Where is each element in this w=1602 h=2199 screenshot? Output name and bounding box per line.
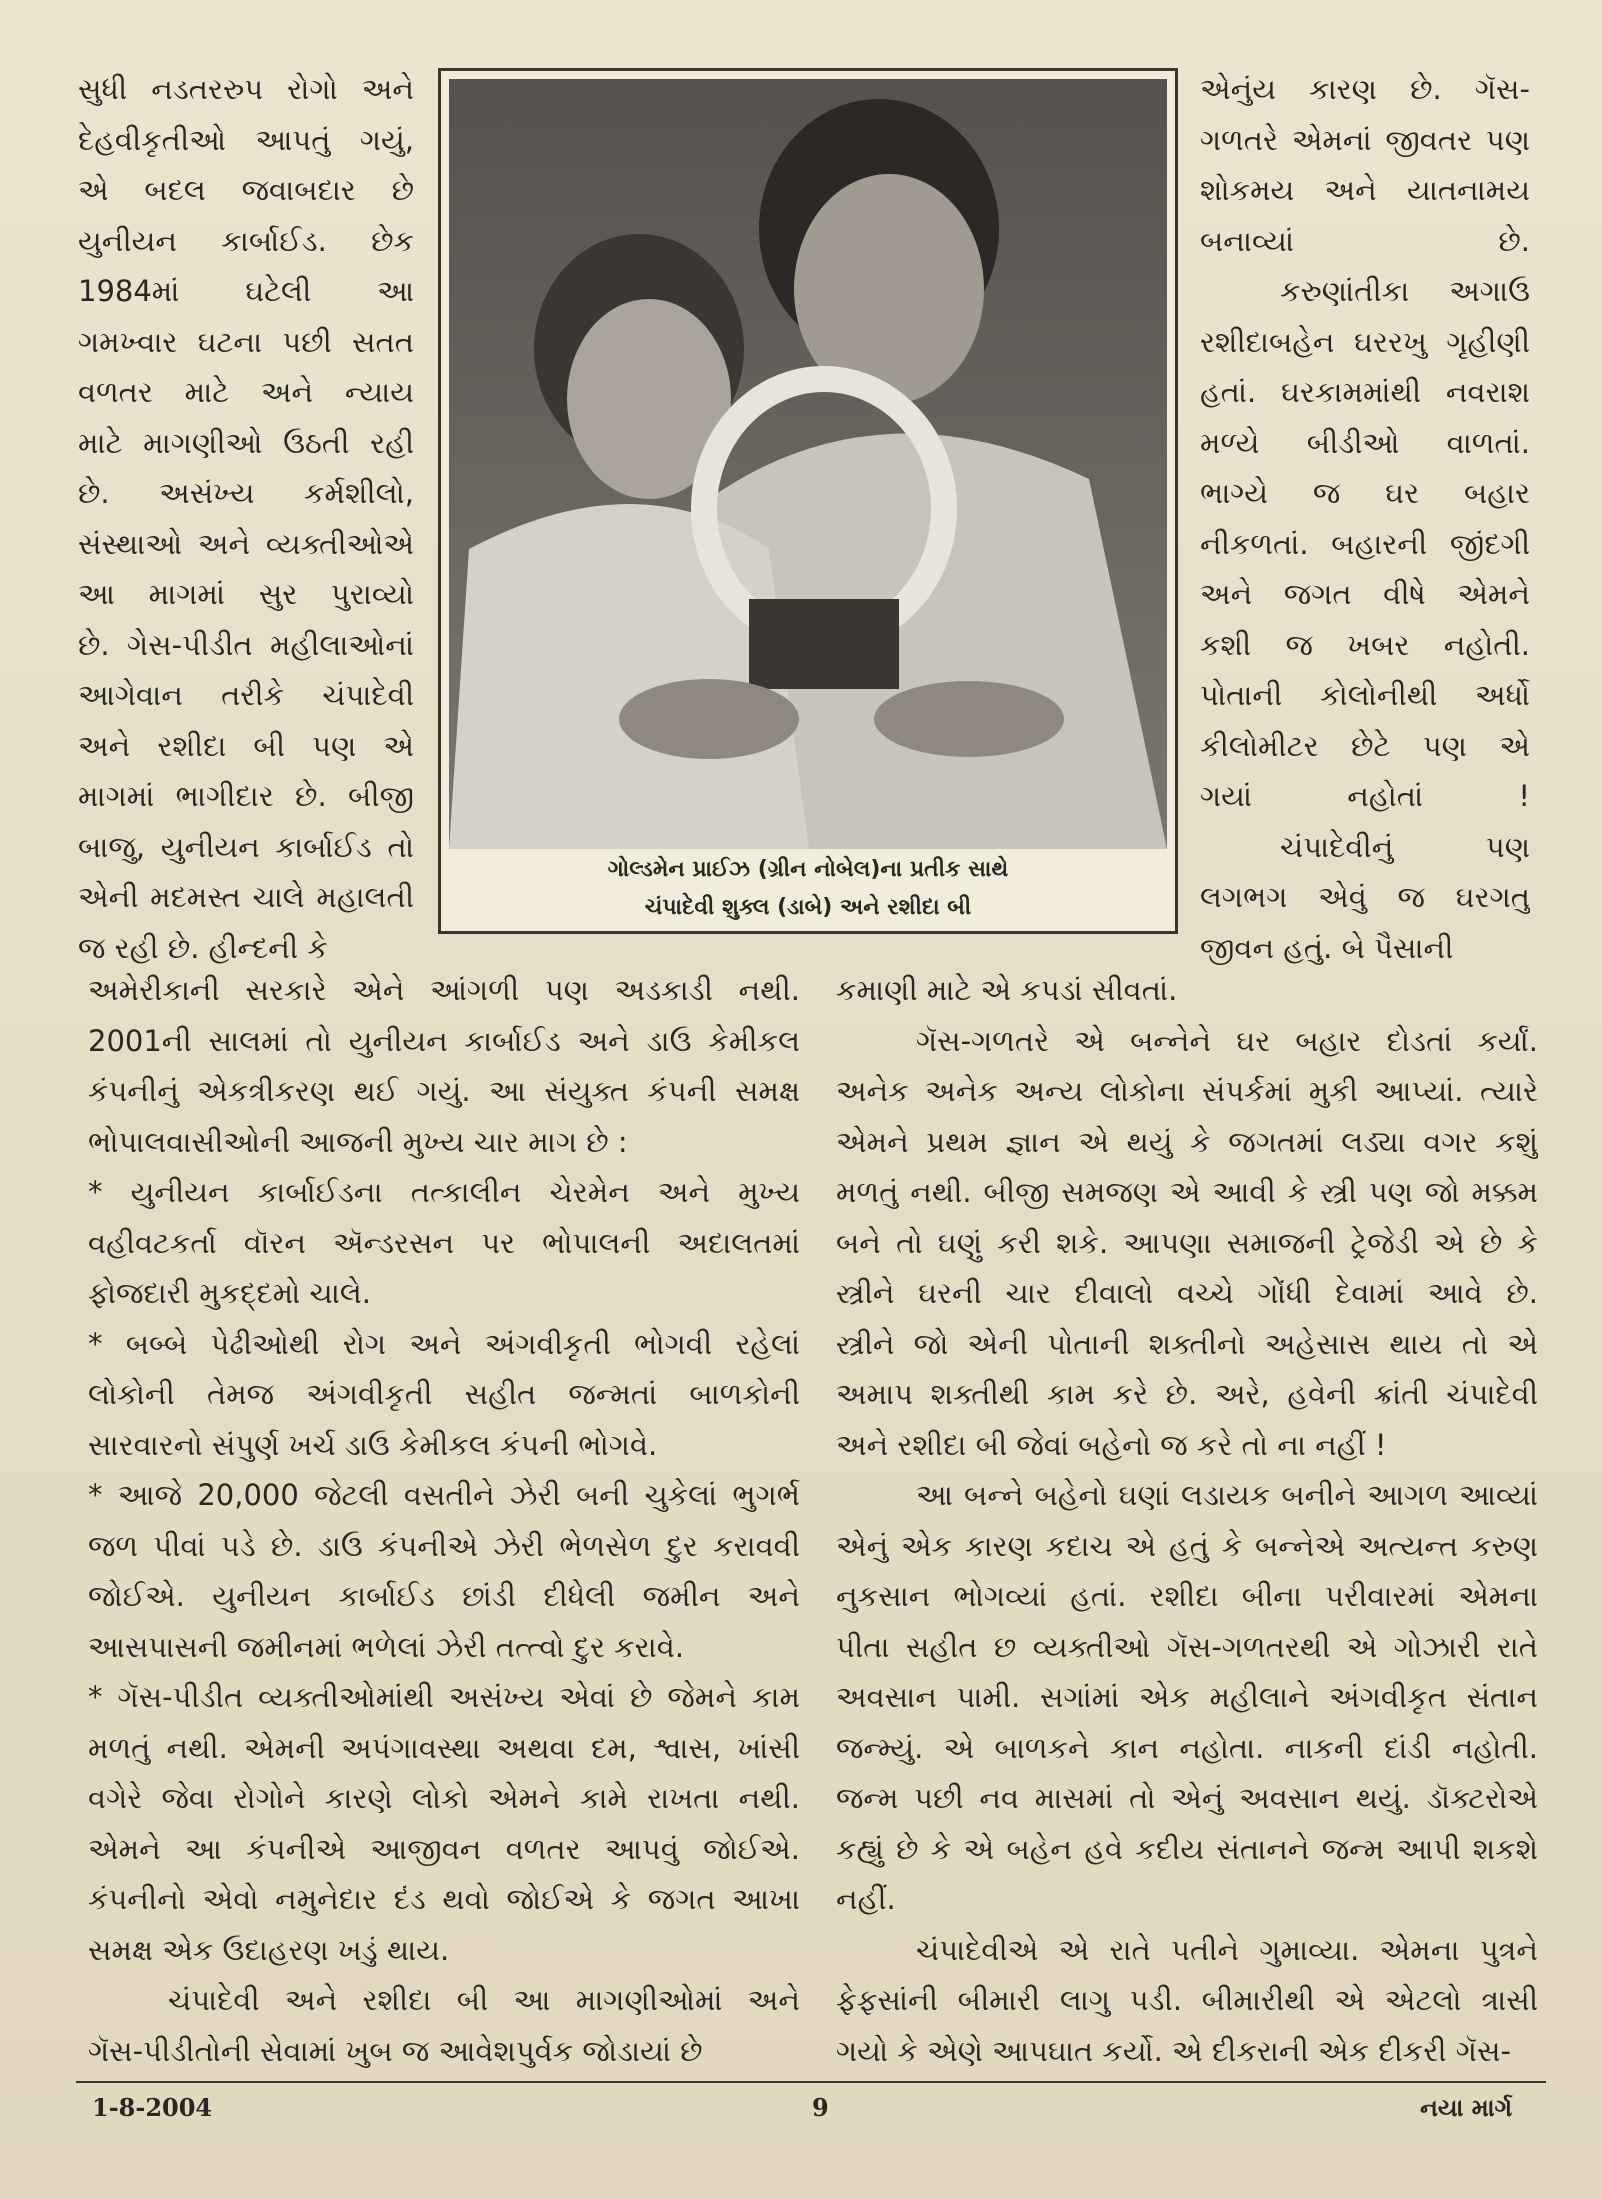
text-line: હતાં. ઘરકામમાંથી નવરાશ [1200, 375, 1530, 409]
text-line: સુધી નડતરરુપ રોગો અને [78, 72, 414, 106]
text-line: પોતાની કોલોનીથી અર્ધો [1200, 678, 1530, 712]
footer-publication: નયા માર્ગ [1420, 2093, 1513, 2122]
text-line: જોઈએ. યુનીયન કાર્બાઈડ છાંડી દીધેલી જમીન અને [88, 1579, 800, 1613]
text-line: પીતા સહીત છ વ્યક્તીઓ ગૅસ-ગળતરથી એ ગોઝારી રાતે [836, 1629, 1538, 1664]
text-line: અમાપ શક્તીથી કામ કરે છે. અરે, હવેની ક્રાંતી ચંપાદેવી [836, 1377, 1538, 1411]
text-line: માગમાં ભાગીદાર છે. બીજી [78, 779, 414, 813]
text-line: જ રહી છે. હીન્દની કે [78, 930, 328, 965]
text-line: સ્ત્રીને ઘરની ચાર દીવાલો વચ્ચે ગોંધી દેવામાં આવે છે. [836, 1276, 1538, 1310]
text-line: * આજે 20,000 જેટલી વસતીને ઝેરી બની ચુકેલાં ભુગર્ભ [88, 1478, 800, 1512]
text-line: * બબ્બે પેઢીઓથી રોગ અને અંગવીકૃતી ભોગવી રહેલાં [88, 1326, 800, 1361]
footer-rule [76, 2081, 1546, 2083]
caption-line-1: ગોલ્ડમેન પ્રાઈઝ (ગ્રીન નોબેલ)ના પ્રતીક સાથે [607, 857, 1009, 882]
text-line: એનુંય કારણ છે. ગૅસ- [1200, 72, 1530, 106]
right-column-text [1200, 64, 1530, 973]
text-line: લગભગ એવું જ ઘરગતુ [1200, 880, 1530, 914]
text-line: ગયો કે એણે આપઘાત કર્યો. એ દીકરાની એક દીકરી ગૅસ- [836, 2033, 1511, 2068]
text-line: દેહવીકૃતીઓ આપતું ગયું, [78, 122, 414, 157]
text-line: ફેફસાંની બીમારી લાગુ પડી. બીમારીથી એ એટલો ત્રાસી [836, 1983, 1538, 2017]
text-line: કરુણાંતીકા અગાઉ [1280, 274, 1530, 308]
footer-page-number: 9 [812, 2093, 829, 2122]
text-line: નહીં. [836, 1882, 896, 1916]
text-line: અને રશીદા બી પણ એ [78, 728, 414, 763]
text-line: શોકમય અને યાતનામય [1200, 173, 1530, 207]
photo-caption [441, 851, 1175, 927]
text-line: જીવન હતું. બે પૈસાની [1200, 930, 1454, 965]
text-line: ચંપાદેવીએ એ રાતે પતીને ગુમાવ્યા. એમના પુત્રને [916, 1932, 1538, 1967]
bottom-right-column-text [836, 965, 1538, 2076]
text-line: ગૅસ-ગળતરે એ બન્નેને ઘર બહાર દોડતાં કર્યાં. [916, 1023, 1538, 1058]
text-line: ચંપાદેવીનું પણ [1280, 829, 1530, 864]
text-line: સ્ત્રીને જો એની પોતાની શક્તીનો અહેસાસ થાય તો એ [836, 1326, 1538, 1361]
text-line: ચંપાદેવી અને રશીદા બી આ માગણીઓમાં અને [168, 1983, 800, 2017]
text-line: બને તો ઘણું કરી શકે. આપણા સમાજની ટ્રેજેડી એ છે કે [836, 1225, 1538, 1260]
text-line: કંપનીનું એકત્રીકરણ થઈ ગયું. આ સંયુક્ત કંપની સમક્ષ [88, 1074, 800, 1108]
text-line: ફોજદારી મુકદ્દમો ચાલે. [88, 1276, 371, 1310]
text-line: અને રશીદા બી જેવાં બહેનો જ કરે તો ના નહીં ! [836, 1427, 1387, 1462]
text-line: અમેરીકાની સરકારે એને આંગળી પણ અડકાડી નથી. [88, 973, 800, 1007]
text-line: લોકોની તેમજ અંગવીકૃતી સહીત જન્મતાં બાળકોની [88, 1377, 800, 1411]
text-line: અવસાન પામી. સગાંમાં એક મહીલાને અંગવીકૃત સંતાન [836, 1680, 1538, 1714]
text-line: ગળતરે એમનાં જીવતર પણ [1200, 122, 1530, 157]
text-line: આ બન્ને બહેનો ઘણાં લડાયક બનીને આગળ આવ્યાં [916, 1478, 1538, 1512]
caption-line-2: ચંપાદેવી શુક્લ (ડાબે) અને રશીદા બી [644, 895, 972, 920]
photo-illustration [449, 79, 1167, 849]
text-line: એનું એક કારણ કદાચ એ હતું કે બન્નેએ અત્યન્ત કરુણ [836, 1528, 1538, 1563]
text-line: રશીદાબહેન ઘરરખુ ગૃહીણી [1200, 324, 1530, 359]
text-line: આ માગમાં સુર પુરાવ્યો [78, 577, 414, 611]
text-line: 1984માં ઘટેલી આ [78, 274, 414, 308]
text-line: સમક્ષ એક ઉદાહરણ ખડું થાય. [88, 1932, 450, 1967]
text-line: એમને આ કંપનીએ આજીવન વળતર આપવું જોઈએ. [88, 1831, 800, 1866]
text-line: બાજુ, યુનીયન કાર્બાઈડ તો [78, 829, 414, 864]
text-line: એ બદલ જવાબદાર છે [78, 173, 414, 207]
text-line: કીલોમીટર છેટે પણ એ [1200, 728, 1530, 763]
footer-date: 1-8-2004 [92, 2093, 213, 2122]
text-line: જન્મ્યું. એ બાળકને કાન નહોતા. નાકની દાંડી નહોતી. [836, 1730, 1538, 1765]
text-line: આસપાસની જમીનમાં ભળેલાં ઝેરી તત્ત્વો દુર કરાવે. [88, 1629, 685, 1664]
text-line: કશી જ ખબર નહોતી. [1200, 627, 1530, 662]
text-line: વગેરે જેવા રોગોને કારણે લોકો એમને કામે રાખતા નથી. [88, 1781, 800, 1815]
text-line: સારવારનો સંપુર્ણ ખર્ચ ડાઉ કેમીકલ કંપની ભોગવે. [88, 1427, 658, 1462]
text-line: યુનીયન કાર્બાઈડ. છેક [78, 223, 414, 258]
photo-two-women-with-award [449, 79, 1167, 849]
text-line: વહીવટકર્તા વૉરન ઍન્ડરસન પર ભોપાલની અદાલતમાં [88, 1225, 800, 1260]
text-line: છે. અસંખ્ય કર્મશીલો, [78, 476, 414, 510]
text-line: * ગૅસ-પીડીત વ્યક્તીઓમાંથી અસંખ્ય એવાં છે જેમને કામ [88, 1680, 800, 1714]
text-line: માટે માગણીઓ ઉઠતી રહી [78, 425, 414, 460]
text-line: એમને પ્રથમ જ્ઞાન એ થયું કે જગતમાં લડ્યા વગર કશું [836, 1124, 1538, 1159]
photo-frame [438, 68, 1178, 934]
left-column-text [78, 64, 414, 973]
text-line: અનેક અનેક અન્ય લોકોના સંપર્કમાં મુકી આપ્યાં. ત્યારે [836, 1074, 1538, 1108]
text-line: * યુનીયન કાર્બાઈડના તત્કાલીન ચેરમેન અને મુખ્ય [88, 1175, 800, 1209]
text-line: એની મદમસ્ત ચાલે મહાલતી [78, 880, 414, 914]
text-line: નીકળતાં. બહારની જીંદગી [1200, 526, 1530, 561]
text-line: વળતર માટે અને ન્યાય [78, 375, 414, 409]
text-line: કંપનીનો એવો નમુનેદાર દંડ થવો જોઈએ કે જગત આખા [88, 1882, 800, 1916]
text-line: જળ પીવાં પડે છે. ડાઉ કંપનીએ ઝેરી ભેળસેળ દુર કરાવવી [88, 1528, 800, 1563]
text-line: સંસ્થાઓ અને વ્યક્તીઓએ [78, 526, 414, 561]
text-line: મળ્યે બીડીઓ વાળતાં. [1200, 425, 1530, 460]
text-line: કહ્યું છે કે એ બહેન હવે કદીય સંતાનને જન્મ આપી શકશે [836, 1831, 1538, 1866]
text-line: મળતું નથી. બીજી સમજણ એ આવી કે સ્ત્રી પણ જો મક્કમ [836, 1175, 1538, 1209]
bottom-left-column-text [88, 965, 800, 2076]
text-line: અને જગત વીષે એમને [1200, 577, 1530, 611]
text-line: છે. ગેસ-પીડીત મહીલાઓનાં [78, 627, 414, 662]
text-line: 2001ની સાલમાં તો યુનીયન કાર્બાઈડ અને ડાઉ કેમીકલ [88, 1023, 800, 1058]
text-line: જન્મ પછી નવ માસમાં તો એનું અવસાન થયું. ડૉક્ટરોએ [836, 1781, 1538, 1815]
text-line: ભોપાલવાસીઓની આજની મુખ્ય ચાર માગ છે : [88, 1124, 628, 1159]
text-line: આગેવાન તરીકે ચંપાદેવી [78, 678, 414, 712]
text-line: બનાવ્યાં છે. [1200, 223, 1530, 258]
text-line: ગમખ્વાર ઘટના પછી સતત [78, 324, 414, 359]
text-line: નુકસાન ભોગવ્યાં હતાં. રશીદા બીના પરીવારમાં એમના [836, 1579, 1538, 1613]
text-line: ગયાં નહોતાં ! [1200, 779, 1530, 813]
text-line: ભાગ્યે જ ઘર બહાર [1200, 476, 1530, 510]
text-line: મળતું નથી. એમની અપંગાવસ્થા અથવા દમ, શ્વાસ, ખાંસી [88, 1730, 800, 1765]
text-line: કમાણી માટે એ કપડાં સીવતાં. [836, 973, 1178, 1007]
text-line: ગૅસ-પીડીતોની સેવામાં ખુબ જ આવેશપુર્વક જોડાયાં છે [88, 2033, 703, 2068]
